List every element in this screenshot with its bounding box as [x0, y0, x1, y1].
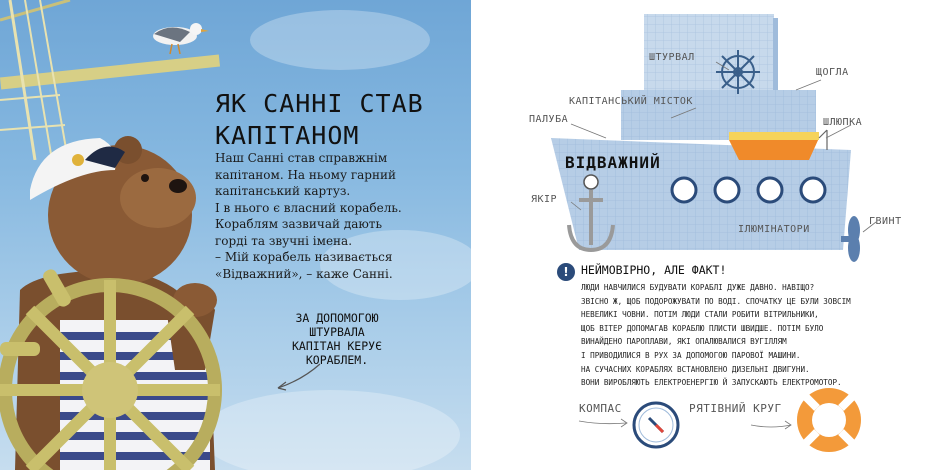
fact-line: ЗВІСНО Ж, ЩОБ ПОДОРОЖУВАТИ ПО ВОДІ. СПОЧАТКУ ЦЕ БУЛИ ЗОВСІМ: [581, 296, 851, 306]
right-page: [471, 0, 943, 470]
story-line: капітаном. На ньому гарний: [215, 167, 396, 182]
ship-name: ВІДВАЖНИЙ: [565, 153, 661, 172]
fact-line: ВОНИ ВИРОБЛЯЮТЬ ЕЛЕКТРОЕНЕРГІЮ Й ЗАПУСКАЮТЬ ЕЛЕКТРОМОТОР.: [581, 378, 842, 388]
caption-line: ШТУРВАЛА: [309, 325, 365, 339]
fact-text: [581, 281, 941, 390]
story-title-line: ЯК САННІ СТАВ: [215, 89, 424, 118]
label-bridge: КАПІТАНСЬКИЙ МІСТОК: [569, 96, 693, 107]
cloud: [250, 10, 430, 70]
story-line: «Відважний», – каже Санні.: [215, 266, 393, 281]
fact-line: ЛЮДИ НАВЧИЛИСЯ БУДУВАТИ КОРАБЛІ ДУЖЕ ДАВНО. НАВІЩО?: [581, 283, 815, 292]
caption-line: ЗА ДОПОМОГОЮ: [295, 311, 379, 325]
label-portholes: ІЛЮМІНАТОРИ: [738, 224, 810, 235]
exclamation-icon: !: [557, 263, 575, 281]
label-deck: ПАЛУБА: [529, 114, 569, 125]
fact-line: НА СУЧАСНИХ КОРАБЛЯХ ВСТАНОВЛЕНО ДИЗЕЛЬНІ ДВИГУНИ.: [581, 364, 810, 374]
left-page: [0, 0, 471, 470]
story-line: Наш Санні став справжнім: [215, 151, 388, 165]
fact-line: І ПРИВОДИЛИСЯ В РУХ ЗА ДОПОМОГОЮ ПАРОВОЇ МАШИНИ.: [581, 350, 801, 360]
story-line: І в нього є власний корабель.: [215, 200, 402, 215]
label-mast: ЩОГЛА: [816, 67, 849, 78]
label-compass: КОМПАС: [579, 402, 622, 415]
story-title-line: КАПІТАНОМ: [215, 121, 360, 150]
fact-title: НЕЙМОВІРНО, АЛЕ ФАКТ!: [581, 263, 727, 277]
story-text: [215, 150, 465, 282]
caption-line: КОРАБЛЕМ.: [305, 353, 369, 367]
label-anchor: ЯКІР: [531, 194, 558, 205]
label-propeller: ГВИНТ: [869, 216, 902, 227]
story-title: [215, 88, 455, 152]
seagull-illustration: [140, 12, 210, 57]
story-line: Кораблям зазвичай дають: [215, 217, 382, 231]
story-line: капітанський картуз.: [215, 184, 351, 198]
story-line: – Мій корабель називається: [215, 250, 393, 264]
fact-line: НЕВЕЛИКІ ЧОВНИ. ПОТІМ ЛЮДИ СТАЛИ РОБИТИ ВІТРИЛЬНИКИ,: [581, 310, 819, 320]
fact-line: ВИНАЙДЕНО ПАРОПЛАВИ, ЯКІ ОПАЛЮВАЛИСЯ ВУГІЛЛЯМ: [581, 337, 787, 347]
caption-line: КАПІТАН КЕРУЄ: [291, 339, 382, 353]
compass-lifebuoy-illustration: [471, 385, 943, 470]
label-lifeboat: ШЛЮПКА: [823, 117, 863, 128]
wheel-caption: [262, 311, 412, 367]
caption-arrow-icon: [272, 360, 322, 392]
story-line: горді та звучні імена.: [215, 233, 353, 248]
label-lifebuoy: РЯТІВНИЙ КРУГ: [689, 402, 782, 415]
label-wheel: ШТУРВАЛ: [649, 52, 695, 63]
ship-diagram: [471, 0, 943, 270]
fact-line: ЩОБ ВІТЕР ДОПОМАГАВ КОРАБЛЮ ПЛИСТИ ШВИДШЕ. ПОТІМ БУЛО: [581, 323, 824, 333]
